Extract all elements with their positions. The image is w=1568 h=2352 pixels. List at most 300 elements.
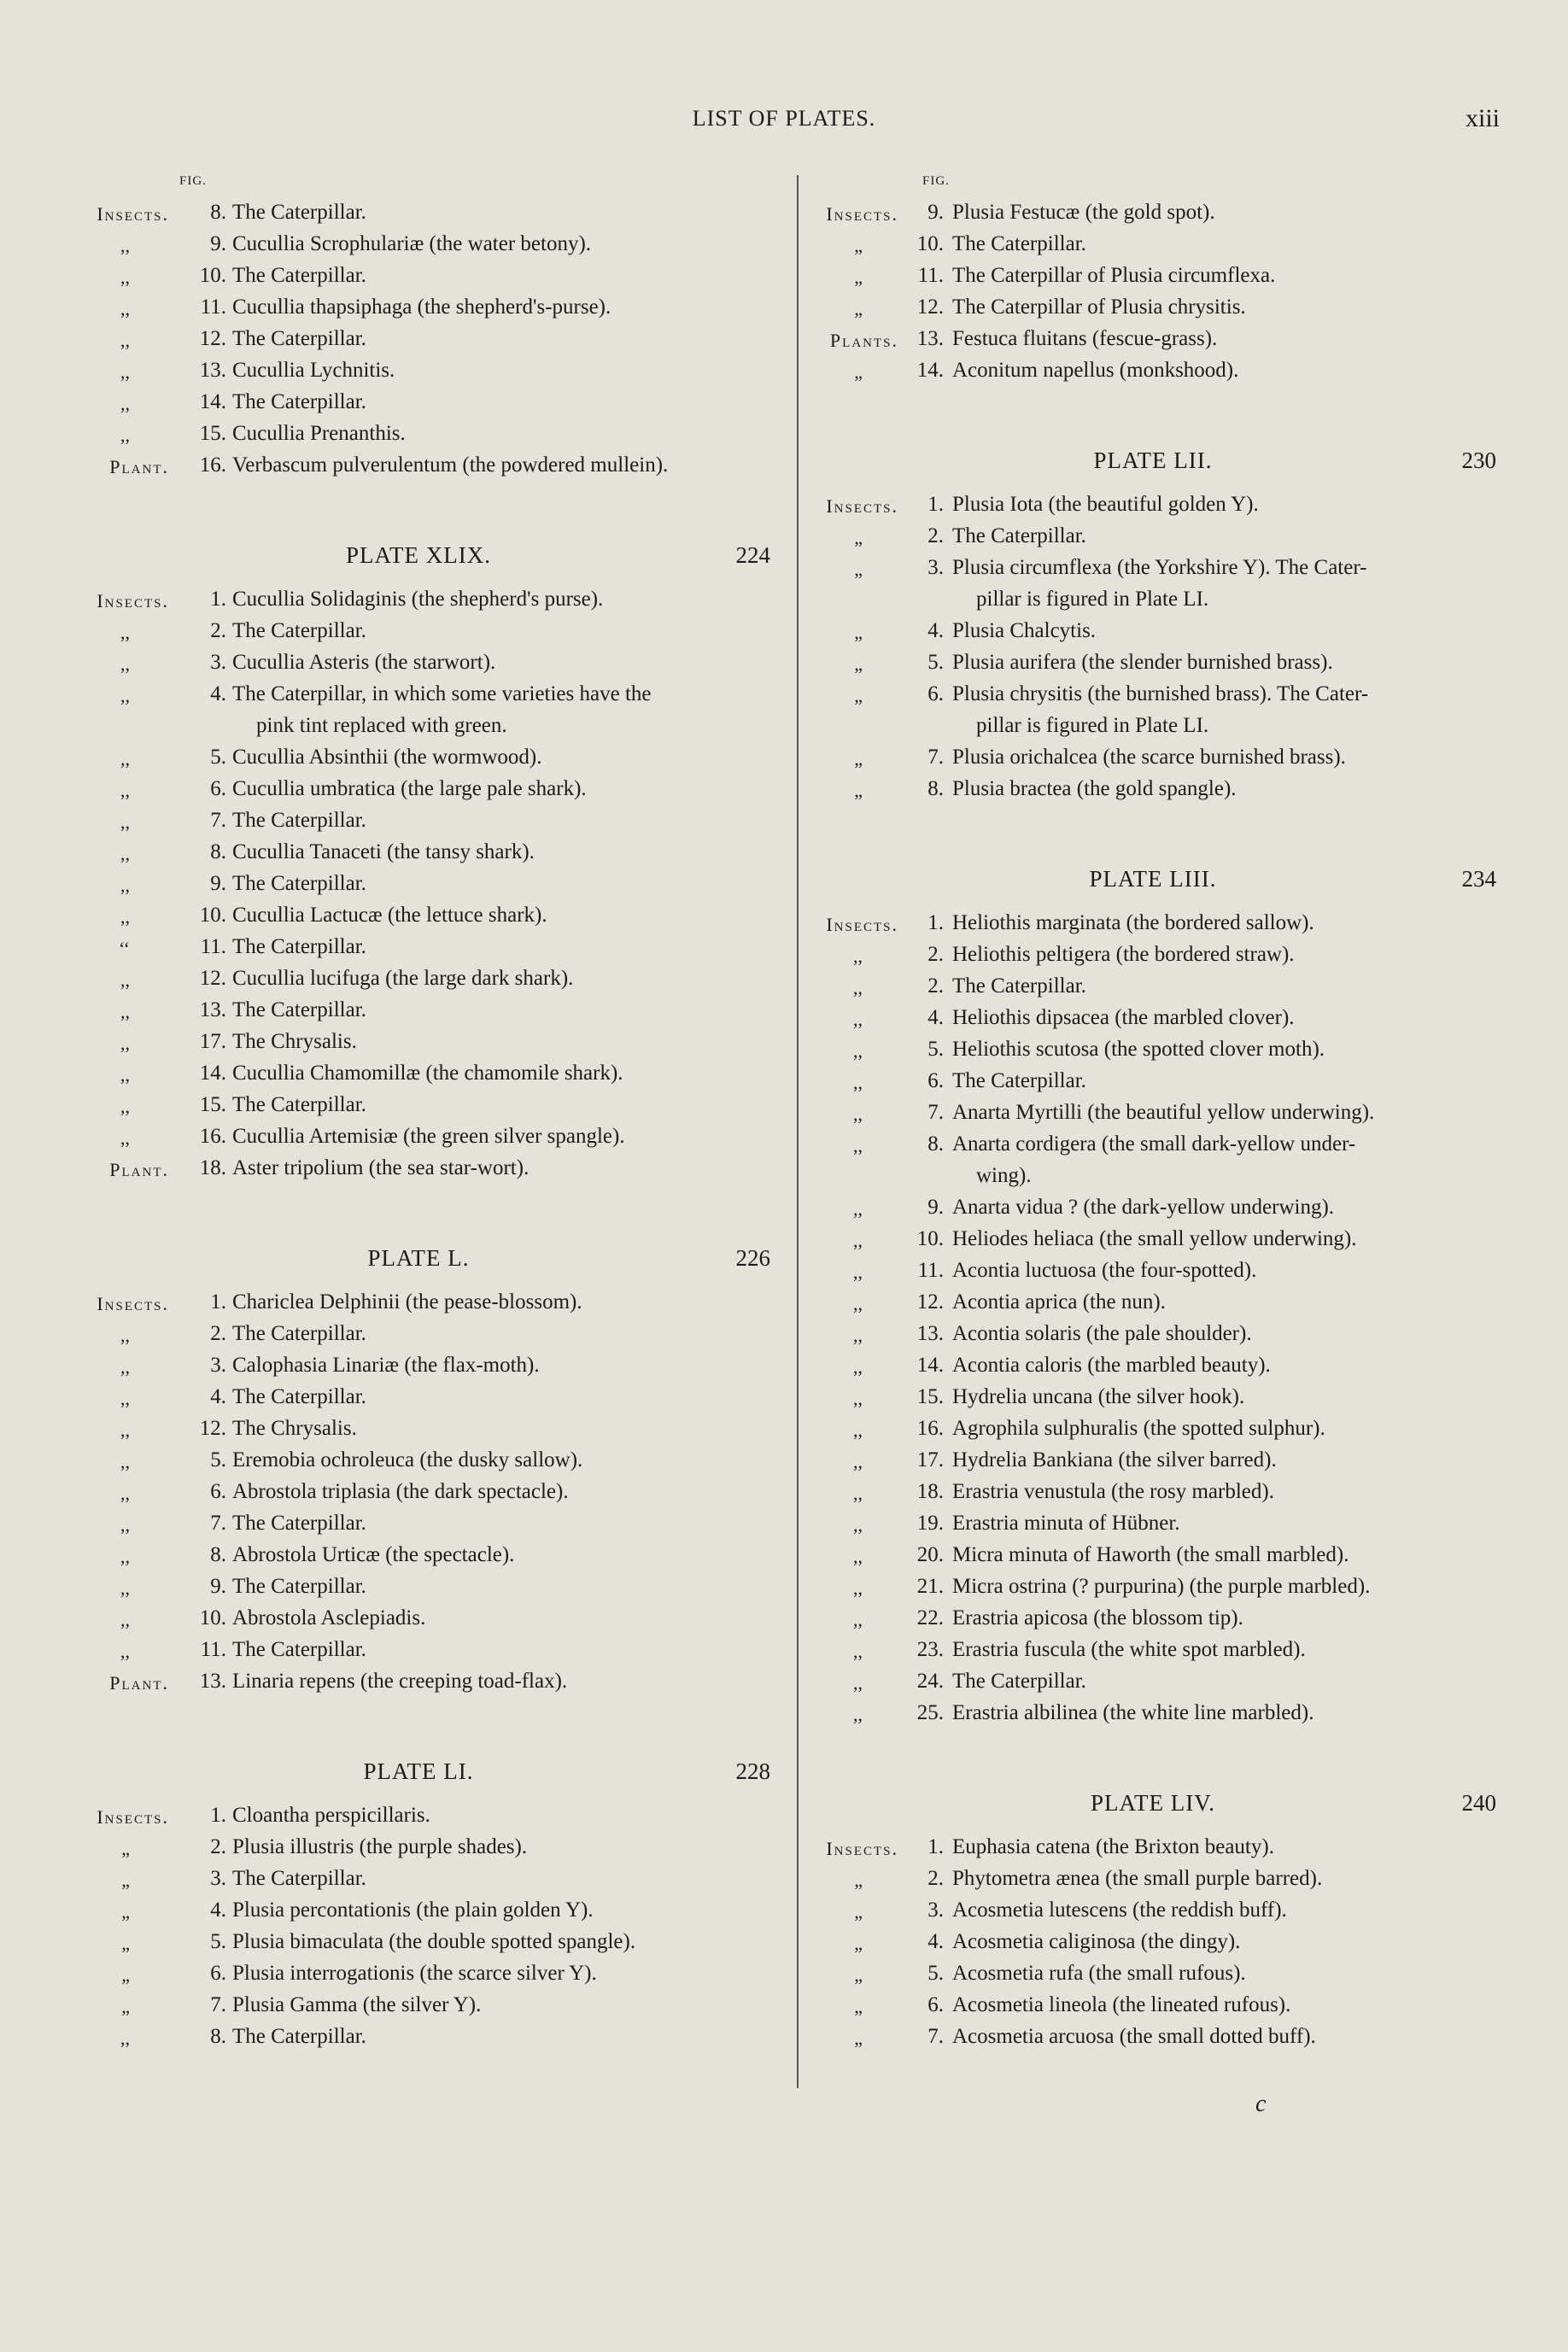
description-text: The Caterpillar. bbox=[232, 809, 366, 832]
figure-number: 10. bbox=[916, 232, 944, 255]
list-item bbox=[803, 1831, 1503, 1863]
figure-number: 3. bbox=[927, 556, 944, 579]
category-label: ,, bbox=[853, 1483, 863, 1504]
figure-number: 5. bbox=[210, 746, 226, 769]
description-text: Plusia circumflexa (the Yorkshire Y). The Cater- bbox=[952, 556, 1367, 579]
figure-number: 5. bbox=[210, 1930, 226, 1953]
category-label: „ bbox=[854, 685, 863, 706]
description-text: Cucullia lucifuga (the large dark shark). bbox=[232, 967, 574, 990]
description-text: The Caterpillar. bbox=[952, 232, 1086, 255]
plate-page-number: 234 bbox=[1461, 866, 1496, 892]
plate-page-number: 240 bbox=[1461, 1790, 1496, 1816]
figure-number: 5. bbox=[927, 651, 944, 674]
description-text: Cucullia Scrophulariæ (the water betony). bbox=[232, 232, 592, 255]
category-label: ,, bbox=[853, 1325, 863, 1346]
figure-number: 9. bbox=[927, 201, 944, 224]
list-item bbox=[803, 1894, 1503, 1926]
category-label: ,, bbox=[120, 1033, 130, 1054]
category-label: Insects. bbox=[826, 495, 898, 517]
description-text: Festuca fluitans (fescue-grass). bbox=[952, 327, 1218, 350]
description-text: Plusia Gamma (the silver Y). bbox=[232, 1993, 482, 2016]
right-column bbox=[803, 171, 1503, 2114]
list-item bbox=[803, 1697, 1503, 1729]
list-item bbox=[803, 1863, 1503, 1894]
figure-number: 12. bbox=[199, 327, 226, 350]
page-number: xiii bbox=[1465, 104, 1500, 132]
category-label: ,, bbox=[853, 1419, 863, 1441]
category-label: ,, bbox=[120, 1127, 130, 1149]
category-label: ,, bbox=[120, 298, 130, 319]
list-item bbox=[803, 1128, 1503, 1191]
description-continuation: pillar is figured in Plate LI. bbox=[976, 588, 1209, 611]
description-text: Aconitum napellus (monkshood). bbox=[952, 359, 1239, 382]
list-item bbox=[803, 1926, 1503, 1957]
figure-number: 14. bbox=[199, 1062, 226, 1085]
figure-number: 25. bbox=[916, 1701, 944, 1724]
category-label: „ bbox=[854, 527, 863, 548]
category-label: Insects. bbox=[97, 590, 169, 611]
description-text: The Caterpillar. bbox=[232, 1322, 366, 1345]
category-label: „ bbox=[854, 2027, 863, 2049]
description-text: The Caterpillar of Plusia circumflexa. bbox=[952, 264, 1276, 287]
list-item bbox=[803, 1065, 1503, 1097]
category-label: „ bbox=[121, 1901, 130, 1922]
category-label: ‘‘ bbox=[118, 938, 130, 959]
category-label: „ bbox=[854, 1964, 863, 1986]
plate-title: PLATE LIV. bbox=[1090, 1790, 1215, 1816]
category-label: „ bbox=[854, 235, 863, 256]
figure-number: 6. bbox=[927, 1993, 944, 2016]
figure-number: 11. bbox=[200, 935, 226, 958]
description-text: Cucullia Asteris (the starwort). bbox=[232, 651, 496, 674]
figure-number: 8. bbox=[210, 840, 226, 863]
figure-number: 14. bbox=[916, 359, 944, 382]
description-text: Plusia chrysitis (the burnished brass). The Cater- bbox=[952, 682, 1369, 705]
figure-number: 2. bbox=[210, 619, 226, 642]
description-text: Cucullia Tanaceti (the tansy shark). bbox=[232, 840, 535, 863]
figure-number: 11. bbox=[917, 1259, 944, 1282]
description-text: Hydrelia uncana (the silver hook). bbox=[952, 1385, 1245, 1408]
description-text: Anarta cordigera (the small dark-yellow under- bbox=[952, 1132, 1356, 1156]
list-item bbox=[803, 1318, 1503, 1349]
figure-number: 2. bbox=[210, 1835, 226, 1858]
category-label: „ bbox=[121, 1933, 130, 1954]
plate-section bbox=[803, 448, 1503, 804]
figure-number: 12. bbox=[916, 295, 944, 319]
description-text: Chariclea Delphinii (the pease-blossom). bbox=[232, 1290, 582, 1313]
description-text: The Chrysalis. bbox=[232, 1417, 357, 1440]
description-text: Micra minuta of Haworth (the small marbled). bbox=[952, 1543, 1349, 1566]
category-label: ,, bbox=[120, 906, 130, 927]
figure-number: 19. bbox=[916, 1512, 944, 1535]
description-text: The Caterpillar. bbox=[232, 264, 366, 287]
figure-number: 15. bbox=[916, 1385, 944, 1408]
figure-number: 10. bbox=[199, 904, 226, 927]
column-header bbox=[803, 171, 1503, 196]
figure-number: 8. bbox=[927, 1132, 944, 1156]
description-text: The Caterpillar. bbox=[232, 390, 366, 413]
description-text: Agrophila sulphuralis (the spotted sulphur). bbox=[952, 1417, 1325, 1440]
category-label: ,, bbox=[853, 1072, 863, 1093]
category-label: „ bbox=[121, 1996, 130, 2017]
figure-number: 8. bbox=[210, 2025, 226, 2048]
list-item bbox=[803, 647, 1503, 678]
list-item bbox=[803, 1476, 1503, 1507]
list-item bbox=[803, 1634, 1503, 1665]
plate-heading bbox=[803, 866, 1503, 907]
figure-number: 10. bbox=[199, 1606, 226, 1629]
category-label: ,, bbox=[120, 235, 130, 256]
figure-number: 5. bbox=[927, 1038, 944, 1061]
category-label: ,, bbox=[120, 1451, 130, 1472]
category-label: „ bbox=[854, 1996, 863, 2017]
description-continuation: pillar is figured in Plate LI. bbox=[976, 714, 1209, 737]
figure-number: 6. bbox=[210, 1480, 226, 1503]
list-item bbox=[803, 1097, 1503, 1128]
description-text: The Caterpillar. bbox=[232, 2025, 366, 2048]
category-label: ,, bbox=[120, 330, 130, 351]
description-text: Plusia bractea (the gold spangle). bbox=[952, 777, 1237, 800]
description-text: Cucullia Solidaginis (the shepherd's purse). bbox=[232, 588, 604, 611]
list-item bbox=[803, 907, 1503, 939]
figure-number: 15. bbox=[199, 422, 226, 445]
category-label: ,, bbox=[120, 1356, 130, 1378]
category-label: ,, bbox=[120, 685, 130, 706]
description-text: Acosmetia arcuosa (the small dotted buff). bbox=[952, 2025, 1316, 2048]
description-text: Erastria albilinea (the white line marbled). bbox=[952, 1701, 1314, 1724]
description-text: The Caterpillar. bbox=[952, 524, 1086, 547]
category-label: ,, bbox=[120, 361, 130, 383]
list-item bbox=[803, 2021, 1503, 2052]
figure-number: 17. bbox=[916, 1448, 944, 1471]
list-item bbox=[803, 773, 1503, 804]
category-label: Insects. bbox=[97, 203, 169, 225]
figure-number: 12. bbox=[916, 1290, 944, 1313]
list-item bbox=[803, 678, 1503, 741]
category-label: „ bbox=[854, 1901, 863, 1922]
description-text: Cucullia umbratica (the large pale shark). bbox=[232, 777, 587, 800]
figure-number: 3. bbox=[210, 651, 226, 674]
figure-number: 6. bbox=[927, 1069, 944, 1092]
figure-number: 10. bbox=[199, 264, 226, 287]
category-label: ,, bbox=[853, 1514, 863, 1536]
figure-number: 16. bbox=[199, 1125, 226, 1148]
description-text: Eremobia ochroleuca (the dusky sallow). bbox=[232, 1448, 583, 1471]
category-label: ,, bbox=[853, 1040, 863, 1062]
category-label: „ bbox=[854, 1869, 863, 1891]
category-label: ,, bbox=[120, 1609, 130, 1630]
category-label: ,, bbox=[120, 622, 130, 643]
category-label: Insects. bbox=[97, 1293, 169, 1314]
list-item bbox=[803, 1989, 1503, 2021]
description-text: The Caterpillar. bbox=[232, 998, 366, 1021]
list-item bbox=[803, 1602, 1503, 1634]
description-text: The Caterpillar, in which some varieties have the bbox=[232, 682, 652, 705]
category-label: ,, bbox=[853, 1451, 863, 1472]
category-label: Plant. bbox=[109, 1159, 169, 1180]
description-text: Acontia aprica (the nun). bbox=[952, 1290, 1166, 1313]
list-item bbox=[803, 520, 1503, 552]
category-label: ,, bbox=[120, 266, 130, 288]
figure-number: 2. bbox=[927, 524, 944, 547]
list-item bbox=[803, 1507, 1503, 1539]
category-label: ,, bbox=[120, 1064, 130, 1085]
category-label: ,, bbox=[853, 1356, 863, 1378]
figure-number: 16. bbox=[916, 1417, 944, 1440]
category-label: ,, bbox=[853, 1609, 863, 1630]
list-item bbox=[803, 741, 1503, 773]
category-label: ,, bbox=[120, 2027, 130, 2049]
category-label: „ bbox=[854, 266, 863, 288]
figure-number: 7. bbox=[927, 2025, 944, 2048]
plate-page-number: 228 bbox=[735, 1758, 770, 1784]
list-item bbox=[803, 228, 1503, 260]
description-text: The Caterpillar. bbox=[232, 201, 366, 224]
description-text: Plusia Festucæ (the gold spot). bbox=[952, 201, 1215, 224]
description-text: Plusia illustris (the purple shades). bbox=[232, 1835, 528, 1858]
figure-number: 2. bbox=[210, 1322, 226, 1345]
list-item bbox=[803, 323, 1503, 354]
figure-number: 1. bbox=[210, 588, 226, 611]
category-label: ,, bbox=[120, 1641, 130, 1662]
category-label: ,, bbox=[853, 1009, 863, 1030]
description-text: Abrostola triplasia (the dark spectacle). bbox=[232, 1480, 569, 1503]
figure-number: 13. bbox=[916, 327, 944, 350]
description-text: Heliothis dipsacea (the marbled clover). bbox=[952, 1006, 1295, 1029]
running-head: LIST OF PLATES. bbox=[692, 106, 876, 131]
plate-section bbox=[803, 1790, 1503, 2052]
figure-number: 9. bbox=[210, 1575, 226, 1598]
category-label: ,, bbox=[853, 1135, 863, 1156]
description-text: The Caterpillar of Plusia chrysitis. bbox=[952, 295, 1246, 319]
category-label: ,, bbox=[120, 969, 130, 991]
category-label: ,, bbox=[853, 1388, 863, 1409]
category-label: „ bbox=[121, 1869, 130, 1891]
figure-number: 7. bbox=[210, 809, 226, 832]
list-item bbox=[803, 1381, 1503, 1413]
category-label: ,, bbox=[853, 1198, 863, 1220]
category-label: ,, bbox=[853, 1672, 863, 1694]
description-text: The Caterpillar. bbox=[232, 1385, 366, 1408]
category-label: ,, bbox=[853, 1230, 863, 1251]
figure-number: 14. bbox=[199, 390, 226, 413]
figure-number: 1. bbox=[927, 911, 944, 934]
figure-number: 15. bbox=[199, 1093, 226, 1116]
description-text: Heliothis marginata (the bordered sallow). bbox=[952, 911, 1314, 934]
category-label: ,, bbox=[853, 1261, 863, 1283]
plate-page-number: 230 bbox=[1461, 448, 1496, 473]
figure-number: 1. bbox=[927, 1835, 944, 1858]
description-text: Euphasia catena (the Brixton beauty). bbox=[952, 1835, 1274, 1858]
list-item bbox=[803, 260, 1503, 291]
figure-number: 12. bbox=[199, 1417, 226, 1440]
description-text: Acontia luctuosa (the four-spotted). bbox=[952, 1259, 1257, 1282]
category-label: „ bbox=[854, 361, 863, 383]
category-label: ,, bbox=[120, 1325, 130, 1346]
category-label: ,, bbox=[120, 1419, 130, 1441]
figure-number: 2. bbox=[927, 943, 944, 966]
category-label: ,, bbox=[120, 1577, 130, 1599]
figure-number: 5. bbox=[210, 1448, 226, 1471]
description-text: Heliothis scutosa (the spotted clover moth). bbox=[952, 1038, 1325, 1061]
figure-number: 4. bbox=[210, 1385, 226, 1408]
list-item bbox=[803, 1033, 1503, 1065]
figure-number: 18. bbox=[199, 1156, 226, 1179]
figure-number: 24. bbox=[916, 1670, 944, 1693]
description-text: Acosmetia lutescens (the reddish buff). bbox=[952, 1899, 1287, 1922]
description-text: The Caterpillar. bbox=[232, 1575, 366, 1598]
description-text: Cucullia thapsiphaga (the shepherd's-purse). bbox=[232, 295, 611, 319]
figure-number: 13. bbox=[916, 1322, 944, 1345]
description-text: The Caterpillar. bbox=[232, 327, 366, 350]
category-label: ,, bbox=[120, 1001, 130, 1022]
list-item bbox=[803, 939, 1503, 970]
figure-number: 10. bbox=[916, 1227, 944, 1250]
list-item bbox=[803, 1002, 1503, 1033]
description-text: The Caterpillar. bbox=[232, 872, 366, 895]
description-text: Plusia interrogationis (the scarce silver Y). bbox=[232, 1962, 597, 1985]
figure-number: 2. bbox=[927, 974, 944, 998]
description-text: Anarta Myrtilli (the beautiful yellow underwing). bbox=[952, 1101, 1375, 1124]
figure-number: 4. bbox=[927, 1930, 944, 1953]
category-label: ,, bbox=[120, 780, 130, 801]
list-item bbox=[803, 1539, 1503, 1571]
category-label: ,, bbox=[853, 1577, 863, 1599]
figure-number: 9. bbox=[210, 232, 226, 255]
figure-number: 8. bbox=[210, 1543, 226, 1566]
list-item bbox=[803, 1957, 1503, 1989]
figure-number: 9. bbox=[927, 1196, 944, 1219]
figure-number: 7. bbox=[210, 1512, 226, 1535]
category-label: ,, bbox=[853, 1103, 863, 1125]
figure-number: 7. bbox=[927, 746, 944, 769]
description-text: Plusia Chalcytis. bbox=[952, 619, 1097, 642]
description-text: Plusia Iota (the beautiful golden Y). bbox=[952, 493, 1259, 516]
figure-number: 6. bbox=[210, 777, 226, 800]
description-text: The Caterpillar. bbox=[232, 1512, 366, 1535]
description-text: Cucullia Absinthii (the wormwood). bbox=[232, 746, 542, 769]
figure-number: 7. bbox=[927, 1101, 944, 1124]
category-label: ,, bbox=[120, 875, 130, 896]
figure-number: 11. bbox=[917, 264, 944, 287]
figure-number: 21. bbox=[916, 1575, 944, 1598]
description-text: The Caterpillar. bbox=[952, 974, 1086, 998]
plate-heading bbox=[803, 1790, 1503, 1831]
description-text: Cloantha perspicillaris. bbox=[232, 1804, 430, 1827]
figure-number: 4. bbox=[210, 1899, 226, 1922]
description-text: Heliodes heliaca (the small yellow underwing). bbox=[952, 1227, 1357, 1250]
category-label: ,, bbox=[120, 1096, 130, 1117]
figure-number: 11. bbox=[200, 295, 226, 319]
plate-section bbox=[803, 196, 1503, 386]
category-label: Plant. bbox=[109, 456, 169, 477]
category-label: ,, bbox=[120, 424, 130, 446]
figure-number: 12. bbox=[199, 967, 226, 990]
list-item bbox=[803, 1413, 1503, 1444]
figure-number: 5. bbox=[927, 1962, 944, 1985]
category-label: „ bbox=[121, 1964, 130, 1986]
description-text: Aster tripolium (the sea star-wort). bbox=[232, 1156, 529, 1179]
figure-number: 14. bbox=[916, 1354, 944, 1377]
category-label: ,, bbox=[120, 843, 130, 864]
category-label: „ bbox=[854, 653, 863, 675]
description-text: The Chrysalis. bbox=[232, 1030, 357, 1053]
description-text: Verbascum pulverulentum (the powdered mullein). bbox=[232, 453, 669, 477]
description-text: Acosmetia lineola (the lineated rufous). bbox=[952, 1993, 1291, 2016]
category-label: Insects. bbox=[826, 203, 898, 225]
figure-number: 13. bbox=[199, 1670, 226, 1693]
figure-number: 6. bbox=[927, 682, 944, 705]
figure-number: 20. bbox=[916, 1543, 944, 1566]
list-item bbox=[803, 291, 1503, 323]
category-label: ,, bbox=[120, 1514, 130, 1536]
figure-number: 17. bbox=[199, 1030, 226, 1053]
description-text: The Caterpillar. bbox=[232, 1093, 366, 1116]
description-text: Heliothis peltigera (the bordered straw). bbox=[952, 943, 1295, 966]
figure-number: 2. bbox=[927, 1867, 944, 1890]
plate-page-number: 224 bbox=[735, 542, 770, 568]
description-text: Erastria apicosa (the blossom tip). bbox=[952, 1606, 1243, 1629]
category-label: „ bbox=[854, 748, 863, 769]
figure-number: 8. bbox=[927, 777, 944, 800]
category-label: Insects. bbox=[97, 1806, 169, 1828]
description-text: Cucullia Chamomillæ (the chamomile shark). bbox=[232, 1062, 623, 1085]
description-text: Erastria venustula (the rosy marbled). bbox=[952, 1480, 1274, 1503]
list-item bbox=[803, 1444, 1503, 1476]
category-label: ,, bbox=[120, 748, 130, 769]
category-label: Plants. bbox=[829, 330, 898, 351]
plate-title: PLATE LIII. bbox=[1089, 866, 1217, 892]
figure-number: 18. bbox=[916, 1480, 944, 1503]
description-text: Plusia aurifera (the slender burnished brass). bbox=[952, 651, 1333, 674]
plate-page-number: 226 bbox=[735, 1245, 770, 1271]
description-text: Abrostola Urticæ (the spectacle). bbox=[232, 1543, 515, 1566]
description-text: Acontia caloris (the marbled beauty). bbox=[952, 1354, 1271, 1377]
description-text: The Caterpillar. bbox=[232, 1638, 366, 1661]
plate-title: PLATE XLIX. bbox=[346, 542, 491, 568]
figure-number: 8. bbox=[210, 201, 226, 224]
description-text: Erastria fuscula (the white spot marbled). bbox=[952, 1638, 1306, 1661]
category-label: „ bbox=[854, 780, 863, 801]
list-item bbox=[803, 196, 1503, 228]
description-text: Plusia orichalcea (the scarce burnished brass). bbox=[952, 746, 1346, 769]
figure-number: 16. bbox=[199, 453, 226, 477]
figure-number: 6. bbox=[210, 1962, 226, 1985]
category-label: „ bbox=[854, 559, 863, 580]
description-text: The Caterpillar. bbox=[232, 1867, 366, 1890]
description-text: Cucullia Prenanthis. bbox=[232, 422, 406, 445]
plate-title: PLATE LII. bbox=[1093, 448, 1213, 473]
category-label: ,, bbox=[853, 1546, 863, 1567]
description-continuation: wing). bbox=[976, 1164, 1032, 1187]
category-label: Insects. bbox=[826, 914, 898, 935]
fig-header: FIG. bbox=[922, 174, 950, 188]
category-label: ,, bbox=[120, 393, 130, 414]
description-text: The Caterpillar. bbox=[232, 619, 366, 642]
description-text: Cucullia Lychnitis. bbox=[232, 359, 395, 382]
list-item bbox=[803, 552, 1503, 615]
category-label: „ bbox=[854, 298, 863, 319]
list-item bbox=[803, 615, 1503, 647]
list-item bbox=[803, 1286, 1503, 1318]
signature-mark: c bbox=[1255, 2091, 1267, 2117]
category-label: ,, bbox=[853, 1704, 863, 1725]
figure-number: 4. bbox=[927, 1006, 944, 1029]
category-label: „ bbox=[854, 622, 863, 643]
description-continuation: pink tint replaced with green. bbox=[256, 714, 507, 737]
plate-title: PLATE L. bbox=[367, 1245, 470, 1271]
figure-number: 9. bbox=[210, 872, 226, 895]
